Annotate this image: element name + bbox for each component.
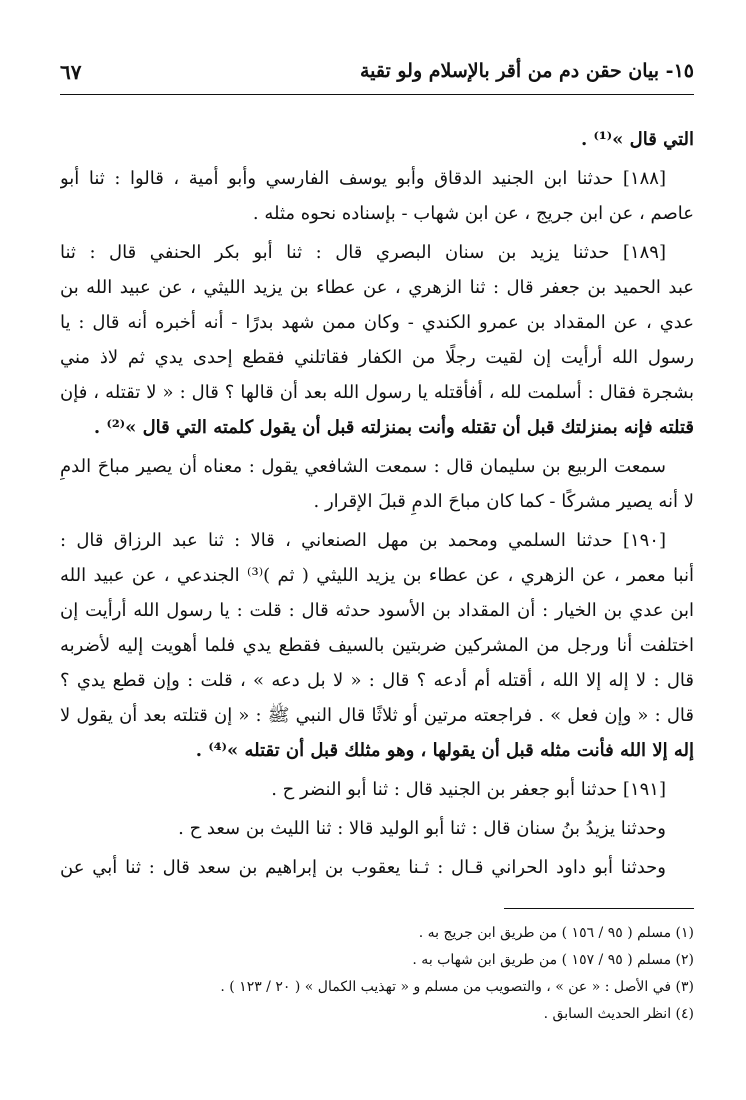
text-line: رسول الله أرأيت إن لقيت رجلًا من الكفار فقاتلني فقطع إحدى يدي ثم لاذ مني — [60, 347, 694, 368]
page-number: ٦٧ — [60, 60, 82, 84]
text-line: اختلفت أنا ورجل من المشركين ضربتين بالسيف فقطع يدي فلما أهويت إليه لأضربه — [60, 635, 694, 656]
text-line: [١٨٨] حدثنا ابن الجنيد الدقاق وأبو يوسف الفارسي وأبو أمية ، قالوا : ثنا أبو — [60, 168, 666, 189]
text-line: عبد الحميد بن جعفر قال : ثنا الزهري ، عن عطاء بن يزيد الليثي ، عن عبيد الله بن — [60, 277, 694, 298]
text-line: عاصم ، عن ابن جريج ، عن ابن شهاب - بإسناده نحوه مثله . — [252, 203, 694, 224]
main-text — [60, 122, 694, 885]
footnote-divider — [504, 908, 694, 909]
text-line: وحدثنا يزيدُ بنُ سنان قال : ثنا أبو الوليد قالا : ثنا الليث بن سعد ح . — [178, 818, 666, 839]
text-line: وحدثنا أبو داود الحراني قـال : ثـنا يعقوب بن إبراهيم بن سعد قال : ثنا أبي عن — [60, 857, 666, 878]
text-line: لا أنه يصير مشركًا - كما كان مباحَ الدمِ قبلَ الإقرار . — [313, 491, 694, 512]
footnote: (١) مسلم ( ٩٥ / ١٥٦ ) من طريق ابن جريج به . — [418, 925, 694, 941]
text-line: أنبا معمر ، عن الزهري ، عن عطاء بن يزيد الليثي ( ثم )⁽³⁾ الجندعي ، عن عبيد الله — [60, 565, 694, 586]
running-header — [60, 58, 694, 95]
footnotes — [60, 920, 694, 1028]
text-line: بشجرة فقال : أسلمت لله ، أفأقتله يا رسول الله بعد أن قالها ؟ قال : « لا تقتله ، فإن — [60, 382, 694, 403]
text-line: قتلته فإنه بمنزلتك قبل أن تقتله وأنت بمنزلته قبل أن يقول كلمته التي قال »⁽²⁾ . — [93, 417, 694, 438]
text-line: قال : « وإن فعل » . فراجعته مرتين أو ثلاثًا قال النبي ﷺ : « إن قتلته بعد أن يقول لا — [60, 705, 694, 726]
text-line: [١٩١] حدثنا أبو جعفر بن الجنيد قال : ثنا أبو النضر ح . — [271, 779, 666, 800]
text-line: قال : لا إله إلا الله ، أقتله أم أدعه ؟ قال : « لا بل دعه » ، قلت : وإن قطع يدي ؟ — [60, 670, 694, 691]
footnote: (٢) مسلم ( ٩٥ / ١٥٧ ) من طريق ابن شهاب به . — [412, 952, 694, 968]
text-line: إله إلا الله فأنت مثله قبل أن يقولها ، وهو مثلك قبل أن تقتله »⁽⁴⁾ . — [195, 740, 694, 761]
text-line: عدي ، عن المقداد بن عمرو الكندي - وكان ممن شهد بدرًا - أنه أخبره أنه قال : يا — [60, 312, 694, 333]
text-line: التي قال »⁽¹⁾ . — [580, 129, 694, 150]
footnote: (٣) في الأصل : « عن » ، والتصويب من مسلم و « تهذيب الكمال » ( ٢٠ / ١٢٣ ) . — [220, 979, 694, 995]
footnote: (٤) انظر الحديث السابق . — [543, 1006, 694, 1022]
text-line: سمعت الربيع بن سليمان قال : سمعت الشافعي يقول : معناه أن يصير مباحَ الدمِ — [60, 456, 666, 477]
text-line: [١٨٩] حدثنا يزيد بن سنان البصري قال : ثنا أبو بكر الحنفي قال : ثنا — [60, 242, 666, 263]
text-line: ابن عدي بن الخيار : أن المقداد بن الأسود حدثه قال : قلت : يا رسول الله أرأيت إن — [60, 600, 694, 621]
chapter-title: ١٥- بيان حقن دم من أقر بالإسلام ولو تقية — [359, 60, 694, 82]
text-line: [١٩٠] حدثنا السلمي ومحمد بن مهل الصنعاني ، قالا : ثنا عبد الرزاق قال : — [60, 530, 666, 551]
